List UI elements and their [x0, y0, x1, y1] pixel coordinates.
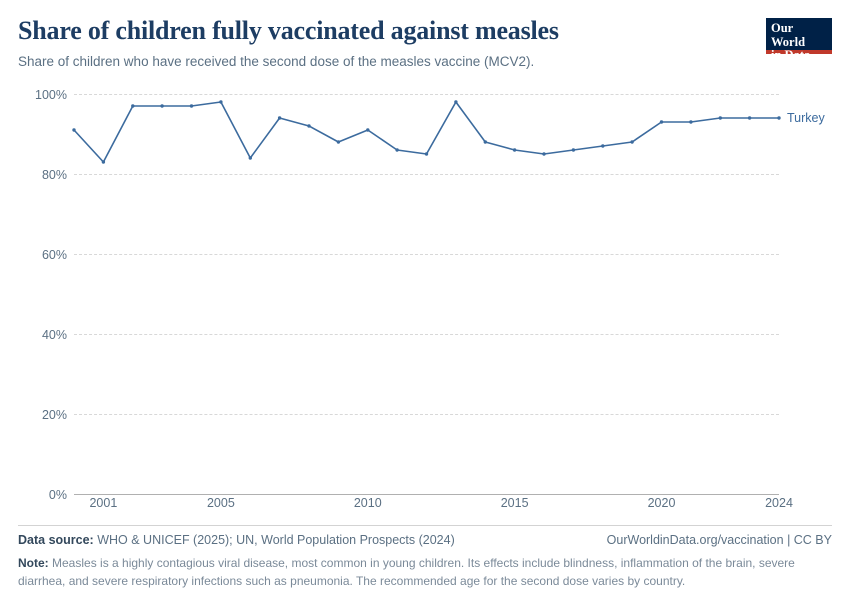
- y-axis-tick-label: 100%: [35, 88, 67, 103]
- series-point: [395, 149, 398, 152]
- series-point: [748, 117, 751, 120]
- chart-footer: [18, 525, 832, 590]
- data-source-label: Data source:: [18, 533, 94, 548]
- note-label: Note:: [18, 556, 49, 571]
- gridline: [48, 488, 779, 503]
- series-point: [777, 117, 780, 120]
- footer-link[interactable]: OurWorldinData.org/vaccination | CC BY: [606, 533, 832, 548]
- series-point: [484, 141, 487, 144]
- gridline: [35, 88, 779, 103]
- footer-divider: [18, 525, 832, 526]
- x-axis-tick-label: 2024: [765, 496, 793, 511]
- y-axis-tick-label: 40%: [41, 328, 67, 343]
- note-text: Measles is a highly contagious viral disease, most common in young children. Its effects include blindness, inflammation of the brain, severe diarrhea, and severe respiratory infections such as pneumonia. The recommended age for the second dose varies by country.: [18, 556, 795, 588]
- series-point: [219, 101, 222, 104]
- x-axis-tick-label: 2001: [89, 496, 118, 511]
- gridline: [41, 408, 779, 423]
- series-point: [425, 153, 428, 156]
- series-point: [689, 121, 692, 124]
- series-point: [572, 149, 575, 152]
- series-point: [102, 161, 105, 164]
- series-point: [513, 149, 516, 152]
- series-point: [278, 117, 281, 120]
- data-source-text: WHO & UNICEF (2025); UN, World Population Prospects (2024): [97, 533, 455, 548]
- series-point: [337, 141, 340, 144]
- series-point: [72, 129, 75, 132]
- y-axis-tick-label: 20%: [41, 408, 67, 423]
- series-point: [249, 157, 252, 160]
- series-point: [719, 117, 722, 120]
- chart-area: [18, 84, 832, 512]
- x-axis-tick-label: 2005: [206, 496, 235, 511]
- series-point: [630, 141, 633, 144]
- logo-line-1: Our World: [771, 21, 806, 49]
- series-point: [542, 153, 545, 156]
- series-point: [190, 105, 193, 108]
- footer-source-row: [18, 533, 832, 547]
- owid-logo[interactable]: [766, 18, 832, 62]
- gridline: [41, 328, 779, 343]
- x-axis-tick-label: 2020: [647, 496, 676, 511]
- series-lines: [74, 94, 779, 494]
- series-point: [131, 105, 134, 108]
- logo-line-2: in Data: [771, 48, 811, 62]
- gridline: [41, 248, 779, 263]
- y-axis-tick-label: 80%: [41, 168, 67, 183]
- page-subtitle: Share of children who have received the second dose of the measles vaccine (MCV2).: [18, 53, 535, 69]
- data-source: [18, 533, 455, 547]
- x-axis-tick-label: 2015: [500, 496, 529, 511]
- x-axis-tick-label: 2010: [353, 496, 382, 511]
- x-axis: [74, 496, 793, 516]
- series-point: [160, 105, 163, 108]
- y-axis-tick-label: 0%: [48, 488, 67, 503]
- series-point: [601, 145, 604, 148]
- y-axis-tick-label: 60%: [41, 248, 67, 263]
- plot-region[interactable]: [35, 88, 825, 503]
- page-title: Share of children fully vaccinated against measles: [18, 16, 559, 45]
- series-point: [660, 121, 663, 124]
- chart-header: [18, 16, 832, 70]
- series-label-turkey[interactable]: Turkey: [787, 111, 825, 126]
- series-point: [307, 125, 310, 128]
- series-point: [454, 101, 457, 104]
- gridline: [41, 168, 779, 183]
- series-point: [366, 129, 369, 132]
- chart-note: [18, 555, 832, 590]
